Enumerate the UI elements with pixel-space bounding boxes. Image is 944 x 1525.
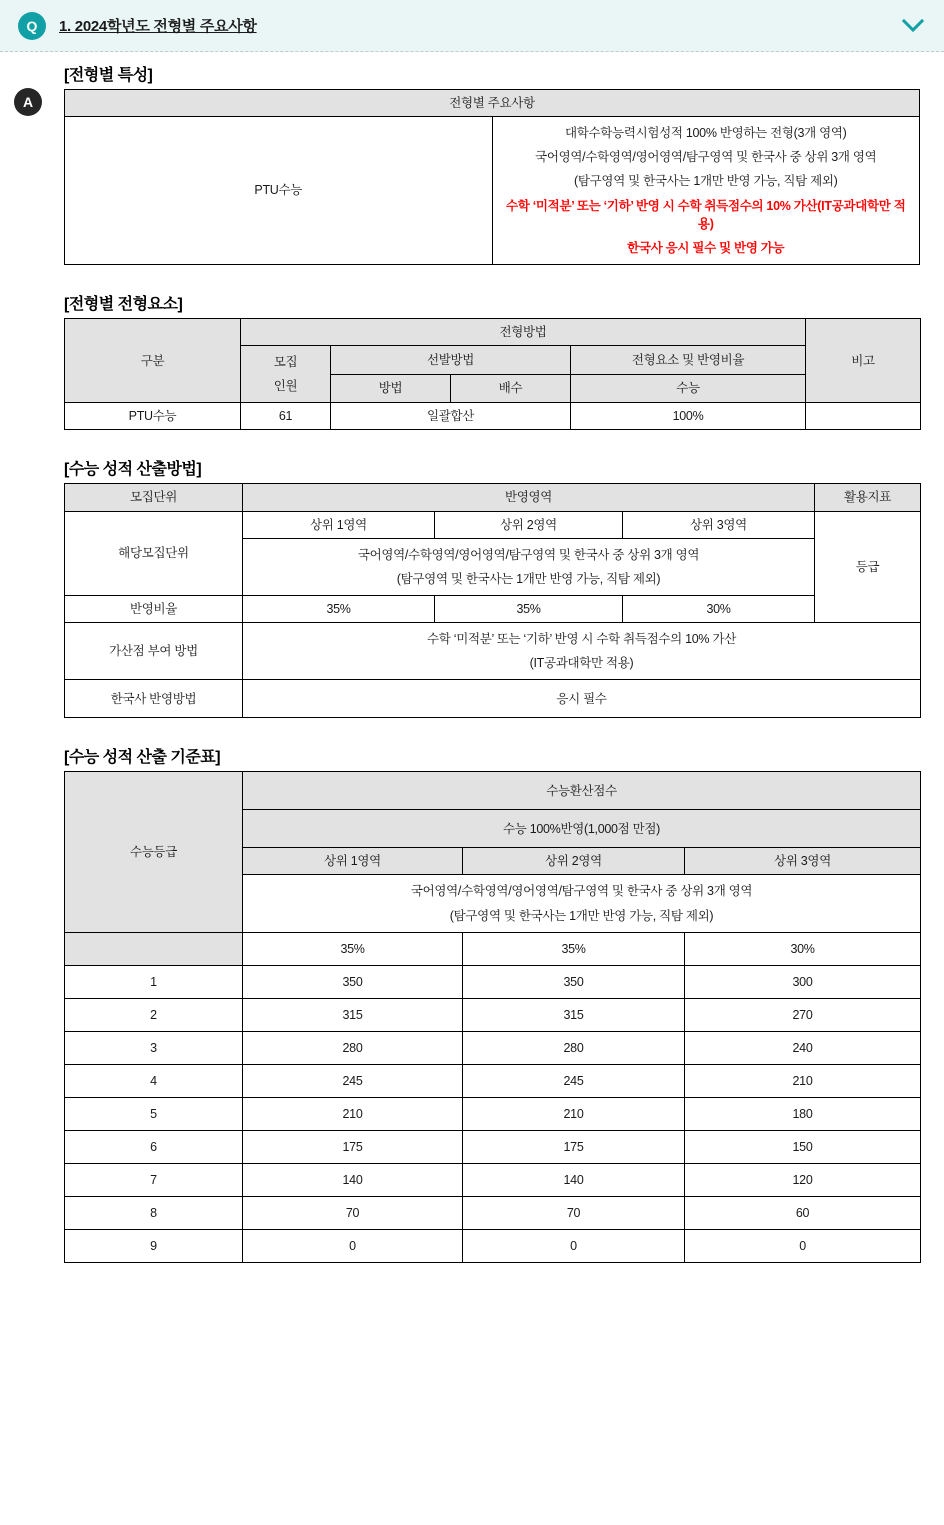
t3-cell-history-label: 한국사 반영방법: [65, 680, 243, 718]
t2-cell-gubun: PTU수능: [65, 403, 241, 430]
question-header-bar[interactable]: [0, 0, 944, 52]
t2-header-quota: [241, 346, 331, 403]
t3-note-line1: 국어영역/수학영역/영어영역/탐구영역 및 한국사 중 상위 3개 영역: [357, 547, 700, 562]
t4-cell-ratio-2: 35%: [463, 932, 685, 965]
question-badge: Q: [18, 12, 46, 40]
t1-detail-line: (탐구영역 및 한국사는 1개만 반영 가능, 직탐 제외): [574, 174, 838, 189]
table-row: [65, 932, 921, 965]
t4-cell-a1: 140: [243, 1163, 463, 1196]
t2-cell-quota: 61: [241, 403, 331, 430]
t4-cell-grade: 7: [65, 1163, 243, 1196]
t4-cell-a2: 210: [463, 1097, 685, 1130]
section2-title: [전형별 전형요소]: [64, 295, 183, 313]
chevron-down-icon[interactable]: [900, 13, 926, 39]
t4-cell-grade: 5: [65, 1097, 243, 1130]
t2-cell-ratio: 100%: [571, 403, 806, 430]
t4-cell-grade-spacer: [65, 932, 243, 965]
t4-header-area-3: 상위 3영역: [685, 848, 921, 875]
t3-cell-ratio-1: 35%: [243, 595, 435, 622]
t2-header-way: 방법: [331, 374, 451, 403]
t3-bonus-line1: 수학 ‘미적분’ 또는 ‘기하’ 반영 시 수학 취득점수의 10% 가산: [427, 632, 736, 646]
t4-cell-ratio-1: 35%: [243, 932, 463, 965]
table-row: [65, 623, 921, 680]
section1-title: [전형별 특성]: [64, 67, 153, 84]
t4-note-line1: 국어영역/수학영역/영어영역/탐구영역 및 한국사 중 상위 3개 영역: [410, 884, 753, 899]
t2-header-quota-line1: 모집: [273, 355, 298, 369]
t4-cell-a1: 70: [243, 1196, 463, 1229]
t4-cell-a1: 175: [243, 1130, 463, 1163]
t4-cell-a2: 140: [463, 1163, 685, 1196]
t4-cell-a1: 350: [243, 965, 463, 998]
table-admission-characteristics: [64, 89, 920, 265]
t3-cell-area-1: 상위 1영역: [243, 511, 435, 538]
t2-header-gubun: 구분: [65, 318, 241, 402]
t2-header-multiple: 배수: [451, 374, 571, 403]
t4-cell-a2: 350: [463, 965, 685, 998]
t4-cell-a3: 150: [685, 1130, 921, 1163]
t4-note-line2: (탐구영역 및 한국사는 1개만 반영 가능, 직탐 제외): [449, 908, 714, 923]
table-row: [65, 90, 920, 117]
t4-cell-a2: 175: [463, 1130, 685, 1163]
t1-detail-line-highlight: 수학 ‘미적분’ 또는 ‘기하’ 반영 시 수학 취득점수의 10% 가산(IT공과대학만 적용): [506, 198, 906, 231]
t1-detail-line: 국어영역/수학영역/영어영역/탐구영역 및 한국사 중 상위 3개 영역: [535, 150, 877, 165]
table-row: [65, 484, 921, 511]
t4-cell-a3: 120: [685, 1163, 921, 1196]
t3-cell-ratio-3: 30%: [623, 595, 815, 622]
t2-cell-remark: [806, 403, 921, 430]
t3-header-area: 반영영역: [243, 484, 815, 511]
table-row: [65, 1196, 921, 1229]
t4-cell-a3: 210: [685, 1064, 921, 1097]
question-title[interactable]: 1. 2024학년도 전형별 주요사항: [59, 18, 257, 35]
t4-header-reflect: 수능 100%반영(1,000점 만점): [243, 810, 921, 848]
t1-row-label: PTU수능: [65, 117, 493, 265]
table-row: [65, 772, 921, 810]
t3-cell-note: [243, 538, 815, 595]
table-row: [65, 1163, 921, 1196]
table-row: [65, 1130, 921, 1163]
t4-cell-a3: 300: [685, 965, 921, 998]
t3-cell-ratio-label: 반영비율: [65, 595, 243, 622]
table-row: [65, 680, 921, 718]
t4-cell-ratio-3: 30%: [685, 932, 921, 965]
table-row: [65, 1097, 921, 1130]
t2-header-selection: 선발방법: [331, 346, 571, 375]
t1-detail-line-highlight: 한국사 응시 필수 및 반영 가능: [627, 240, 785, 255]
t3-note-line2: (탐구영역 및 한국사는 1개만 반영 가능, 직탐 제외): [396, 571, 661, 586]
table-row: [65, 318, 921, 345]
t4-cell-a2: 70: [463, 1196, 685, 1229]
table-admission-elements: [64, 318, 921, 431]
t4-cell-grade: 1: [65, 965, 243, 998]
t2-cell-selection: 일괄합산: [331, 403, 571, 430]
table-row: [65, 1229, 921, 1262]
t4-header-area-2: 상위 2영역: [463, 848, 685, 875]
table-row: [65, 1064, 921, 1097]
table-row: [65, 117, 920, 265]
section3-title: [수능 성적 산출방법]: [64, 461, 202, 479]
t4-cell-a3: 60: [685, 1196, 921, 1229]
t4-cell-grade: 9: [65, 1229, 243, 1262]
t4-cell-a2: 280: [463, 1031, 685, 1064]
answer-badge: A: [14, 88, 42, 116]
table-row: [65, 595, 921, 622]
t4-cell-grade: 8: [65, 1196, 243, 1229]
t3-cell-area-2: 상위 2영역: [435, 511, 623, 538]
t2-header-quota-line2: 인원: [273, 379, 298, 394]
t4-cell-a1: 210: [243, 1097, 463, 1130]
table-row: [65, 965, 921, 998]
table-row: [65, 511, 921, 538]
t4-cell-a3: 270: [685, 998, 921, 1031]
t4-header-grade: 수능등급: [65, 772, 243, 932]
t4-cell-a1: 315: [243, 998, 463, 1031]
t3-cell-unit-label: 해당모집단위: [65, 511, 243, 595]
answer-content: [64, 52, 920, 1263]
t3-cell-index-value: 등급: [815, 511, 921, 623]
t3-cell-history-value: 응시 필수: [243, 680, 921, 718]
t4-cell-a1: 0: [243, 1229, 463, 1262]
t3-cell-area-3: 상위 3영역: [623, 511, 815, 538]
t4-cell-grade: 6: [65, 1130, 243, 1163]
table-row: [65, 403, 921, 430]
t4-header-score: 수능환산점수: [243, 772, 921, 810]
t1-detail-line: 대학수학능력시험성적 100% 반영하는 전형(3개 영역): [564, 126, 847, 141]
table-row: [65, 1031, 921, 1064]
t2-header-elements: 전형요소 및 반영비율: [571, 346, 806, 375]
table-row: [65, 998, 921, 1031]
t4-cell-a2: 0: [463, 1229, 685, 1262]
table-score-conversion: [64, 771, 921, 1262]
t4-cell-grade: 3: [65, 1031, 243, 1064]
t4-cell-grade: 4: [65, 1064, 243, 1097]
t4-cell-a2: 315: [463, 998, 685, 1031]
t4-cell-a2: 245: [463, 1064, 685, 1097]
t1-header-cell: 전형별 주요사항: [65, 90, 920, 117]
t4-cell-a3: 240: [685, 1031, 921, 1064]
t1-detail-cell: [492, 117, 920, 265]
section4-title: [수능 성적 산출 기준표]: [64, 749, 221, 767]
t3-cell-bonus-label: 가산점 부여 방법: [65, 623, 243, 680]
t4-cell-a3: 0: [685, 1229, 921, 1262]
t2-header-suneung: 수능: [571, 374, 806, 403]
t3-cell-ratio-2: 35%: [435, 595, 623, 622]
t4-cell-note: [243, 875, 921, 932]
t2-header-remark: 비고: [806, 318, 921, 402]
table-score-calculation-method: [64, 483, 921, 718]
t3-cell-bonus-value: [243, 623, 921, 680]
t2-header-method-group: 전형방법: [241, 318, 806, 345]
t3-bonus-line2: (IT공과대학만 적용): [529, 656, 634, 671]
answer-area: [0, 52, 944, 1263]
t3-header-index: 활용지표: [815, 484, 921, 511]
t4-cell-a1: 280: [243, 1031, 463, 1064]
t4-header-area-1: 상위 1영역: [243, 848, 463, 875]
t4-cell-a1: 245: [243, 1064, 463, 1097]
t3-header-unit: 모집단위: [65, 484, 243, 511]
t4-cell-a3: 180: [685, 1097, 921, 1130]
t4-cell-grade: 2: [65, 998, 243, 1031]
